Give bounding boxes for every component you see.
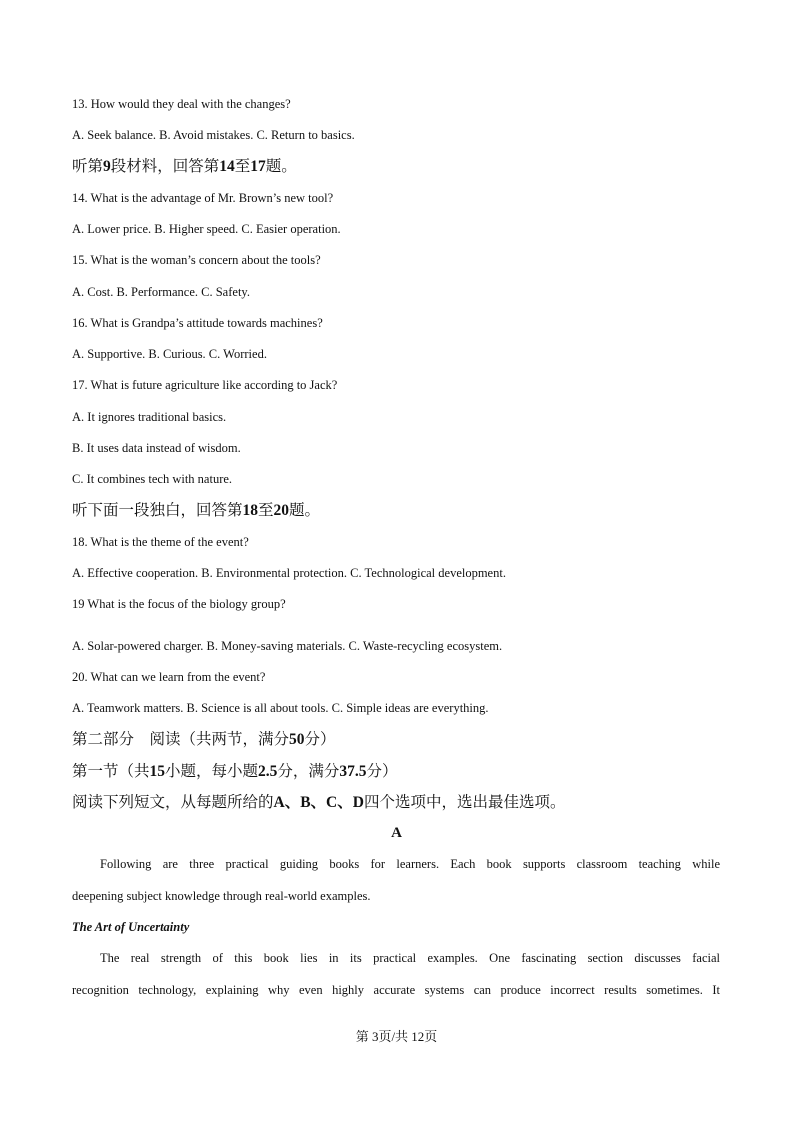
question-17: 17. What is future agriculture like according to Jack? <box>72 378 338 392</box>
question-15-options: A. Cost. B. Performance. C. Safety. <box>72 285 250 299</box>
question-17-option-b: B. It uses data instead of wisdom. <box>72 441 241 455</box>
page-footer: 第 3页/共 12页 <box>355 1029 438 1044</box>
monologue-instruction: 听下面一段独白，回答第18至20题。 <box>72 501 321 519</box>
question-19-options: A. Solar-powered charger. B. Money-saving materials. C. Waste-recycling ecosystem. <box>72 639 503 653</box>
question-16: 16. What is Grandpa’s attitude towards machines? <box>72 316 323 330</box>
section-9-instruction: 听第9段材料，回答第14至17题。 <box>72 157 297 175</box>
intro-paragraph-line-2: deepening subject knowledge through real-world examples. <box>72 889 371 903</box>
question-20: 20. What can we learn from the event? <box>72 670 266 684</box>
question-17-option-c: C. It combines tech with nature. <box>72 472 233 486</box>
passage-label: A <box>391 825 402 841</box>
question-14-options: A. Lower price. B. Higher speed. C. Easier operation. <box>72 222 341 236</box>
question-15: 15. What is the woman’s concern about the tools? <box>72 253 321 267</box>
question-20-options: A. Teamwork matters. B. Science is all about tools. C. Simple ideas are everything. <box>72 701 489 715</box>
question-19: 19 What is the focus of the biology group? <box>72 597 286 611</box>
question-17-option-a: A. It ignores traditional basics. <box>72 410 227 424</box>
part-two-heading: 第二部分 阅读（共两节，满分50分） <box>72 730 336 748</box>
question-13-options: A. Seek balance. B. Avoid mistakes. C. Return to basics. <box>72 128 355 142</box>
question-16-options: A. Supportive. B. Curious. C. Worried. <box>72 347 267 361</box>
question-13: 13. How would they deal with the changes? <box>72 97 291 111</box>
question-14: 14. What is the advantage of Mr. Brown’s new tool? <box>72 191 334 205</box>
body-paragraph-line-1: The real strength of this book lies in its practical examples. One fascinating section discusses facial <box>100 951 720 965</box>
question-18-options: A. Effective cooperation. B. Environmental protection. C. Technological development. <box>72 566 506 580</box>
reading-instruction: 阅读下列短文，从每题所给的A、B、C、D四个选项中，选出最佳选项。 <box>72 793 566 811</box>
question-18: 18. What is the theme of the event? <box>72 535 249 549</box>
intro-paragraph-line-1: Following are three practical guiding books for learners. Each book supports classroom teaching while <box>100 857 720 871</box>
book-title: The Art of Uncertainty <box>72 920 190 934</box>
body-paragraph-line-2: recognition technology, explaining why even highly accurate systems can produce incorrect results sometimes. It <box>72 983 720 997</box>
section-one-heading: 第一节（共15小题，每小题2.5分，满分37.5分） <box>72 762 398 780</box>
